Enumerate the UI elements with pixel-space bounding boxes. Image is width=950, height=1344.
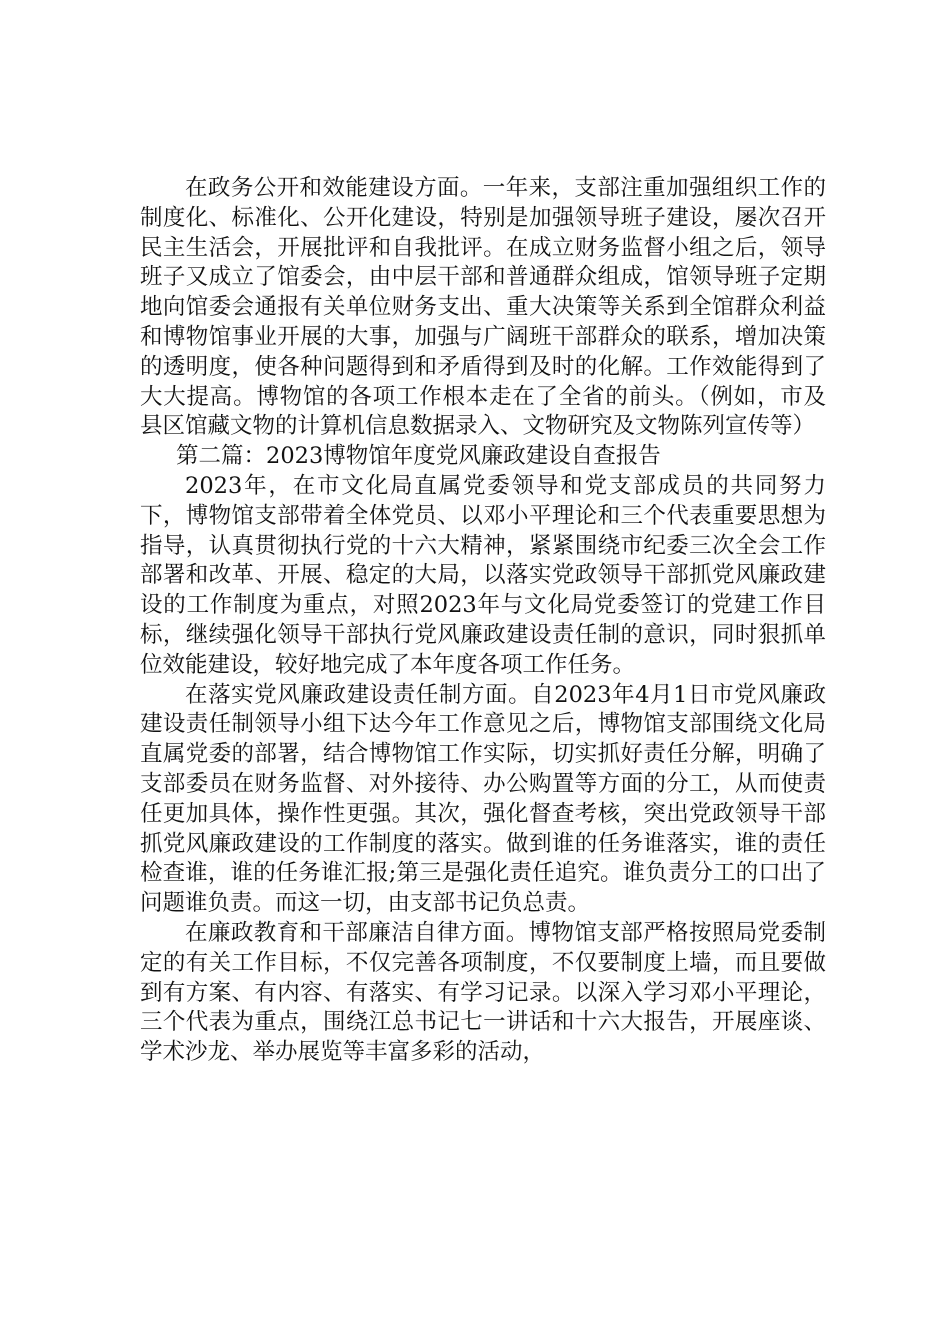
paragraph-intro: 2023年，在市文化局直属党委领导和党支部成员的共同努力下，博物馆支部带着全体党员、以邓小平理论和三个代表重要思想为指导，认真贯彻执行党的十六大精神，紧紧围绕市纪委三次全会工作部署和改革、开展、稳定的大局，以落实党政领导干部抓党风廉政建设的工作制度为重点，对照2023年与文化局党委签订的党建工作目标，继续强化领导干部执行党风廉政建设责任制的意识，同时狠抓单位效能建设，较好地完成了本年度各项工作任务。 [140, 472, 826, 678]
document-body [140, 174, 826, 1068]
paragraph-transparency: 在政务公开和效能建设方面。一年来，支部注重加强组织工作的制度化、标准化、公开化建设，特别是加强领导班子建设，屡次召开民主生活会，开展批评和自我批评。在成立财务监督小组之后，领导班子又成立了馆委会，由中层干部和普通群众组成，馆领导班子定期地向馆委会通报有关单位财务支出、重大决策等关系到全馆群众利益和博物馆事业开展的大事，加强与广阔班干部群众的联系，增加决策的透明度，使各种问题得到和矛盾得到及时的化解。工作效能得到了大大提高。博物馆的各项工作根本走在了全省的前头。（例如，市及县区馆藏文物的计算机信息数据录入、文物研究及文物陈列宣传等） [140, 175, 826, 440]
section-heading: 第二篇：2023博物馆年度党风廉政建设自查报告 [176, 443, 661, 470]
paragraph-responsibility: 在落实党风廉政建设责任制方面。自2023年4月1日市党风廉政建设责任制领导小组下达今年工作意见之后，博物馆支部围绕文化局直属党委的部署，结合博物馆工作实际，切实抓好责任分解，明确了支部委员在财务监督、对外接待、办公购置等方面的分工，从而使责任更加具体，操作性更强。其次，强化督查考核，突出党政领导干部抓党风廉政建设的工作制度的落实。做到谁的任务谁落实，谁的责任检查谁，谁的任务谁汇报;第三是强化责任追究。谁负责分工的口出了问题谁负责。而这一切，由支部书记负总责。 [140, 681, 826, 917]
paragraph-education: 在廉政教育和干部廉洁自律方面。博物馆支部严格按照局党委制定的有关工作目标，不仅完善各项制度，不仅要制度上墙，而且要做到有方案、有内容、有落实、有学习记录。以深入学习邓小平理论，三个代表为重点，围绕江总书记七一讲话和十六大报告，开展座谈、学术沙龙、举办展览等丰富多彩的活动， [140, 919, 826, 1066]
